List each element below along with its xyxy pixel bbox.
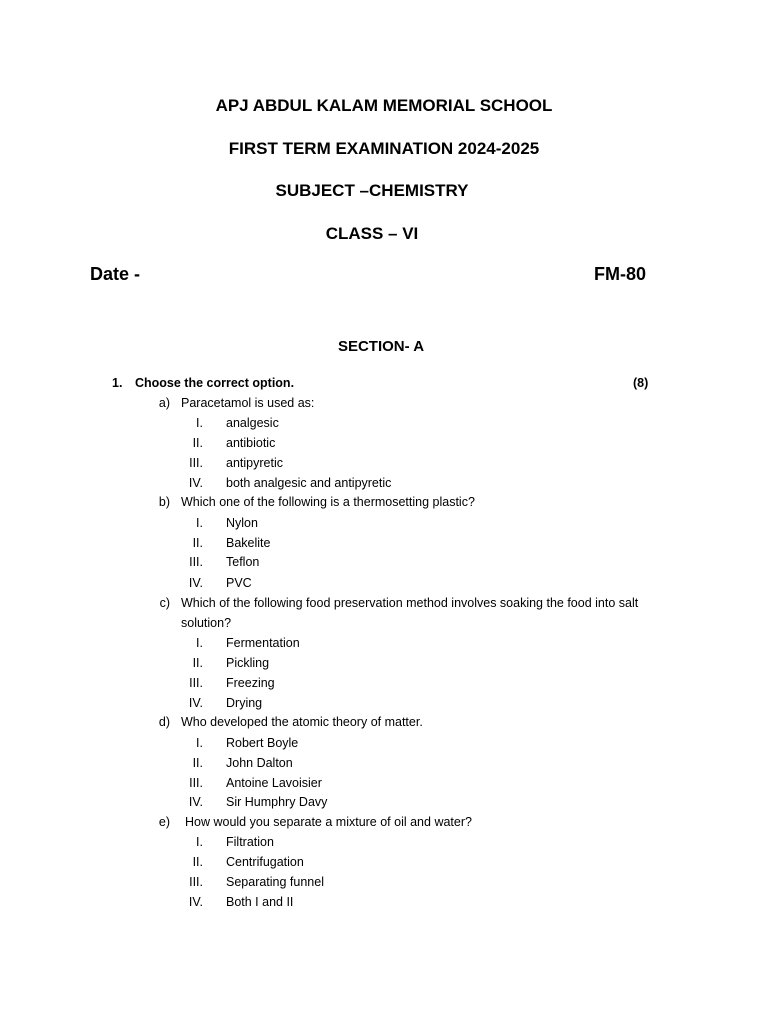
option-number: III. [189, 875, 203, 889]
part-text: Paracetamol is used as: [181, 396, 315, 410]
option-number: III. [189, 676, 203, 690]
option-text: Robert Boyle [226, 736, 299, 750]
option-number: II. [192, 855, 203, 869]
option-text: Centrifugation [226, 855, 304, 869]
full-marks: FM-80 [594, 264, 647, 284]
option-text: antibiotic [226, 436, 276, 450]
option-text: Fermentation [226, 636, 300, 650]
option-number: I. [196, 416, 203, 430]
option-text: antipyretic [226, 456, 283, 470]
option-text: John Dalton [226, 756, 293, 770]
option-text: Filtration [226, 835, 274, 849]
section-title: SECTION- A [337, 338, 425, 355]
option-number: IV. [188, 895, 203, 909]
option-text: Nylon [226, 516, 258, 530]
exam-title: FIRST TERM EXAMINATION 2024-2025 [228, 139, 540, 158]
part-letter: e) [158, 815, 170, 829]
part-letter: c) [159, 596, 170, 610]
option-text: Antoine Lavoisier [226, 776, 322, 790]
option-number: IV. [188, 696, 203, 710]
option-number: III. [189, 555, 203, 569]
class-title: CLASS – VI [325, 224, 419, 243]
option-number: I. [196, 736, 203, 750]
option-text: analgesic [226, 416, 279, 430]
option-text: Pickling [226, 656, 270, 670]
option-text: both analgesic and antipyretic [226, 476, 392, 490]
part-letter: b) [158, 495, 170, 509]
school-name: APJ ABDUL KALAM MEMORIAL SCHOOL [215, 96, 553, 115]
option-text: Teflon [226, 555, 260, 569]
option-number: I. [196, 516, 203, 530]
question-instruction: Choose the correct option. [135, 376, 295, 390]
question-number: 1. [112, 376, 123, 390]
option-number: IV. [188, 576, 203, 590]
option-number: II. [192, 656, 203, 670]
part-text: How would you separate a mixture of oil and water? [185, 815, 472, 829]
option-number: III. [189, 456, 203, 470]
option-number: I. [196, 835, 203, 849]
option-text: Separating funnel [226, 875, 324, 889]
subject-title: SUBJECT –CHEMISTRY [275, 181, 469, 200]
option-text: Both I and II [226, 895, 294, 909]
option-number: IV. [188, 795, 203, 809]
part-text: Who developed the atomic theory of matter. [181, 715, 423, 729]
option-text: Drying [226, 696, 263, 710]
part-letter: a) [158, 396, 170, 410]
option-number: IV. [188, 476, 203, 490]
option-text: Freezing [226, 676, 275, 690]
option-text: PVC [226, 576, 252, 590]
option-number: II. [192, 536, 203, 550]
option-number: II. [192, 436, 203, 450]
part-text: Which of the following food preservation method involves soaking the food into salt solution? [181, 596, 639, 630]
question-marks: (8) [633, 376, 649, 390]
option-text: Sir Humphry Davy [226, 795, 328, 809]
option-number: II. [192, 756, 203, 770]
date-label: Date - [90, 264, 141, 284]
option-number: III. [189, 776, 203, 790]
option-number: I. [196, 636, 203, 650]
option-text: Bakelite [226, 536, 271, 550]
part-letter: d) [158, 715, 170, 729]
part-text: Which one of the following is a thermosetting plastic? [181, 495, 475, 509]
